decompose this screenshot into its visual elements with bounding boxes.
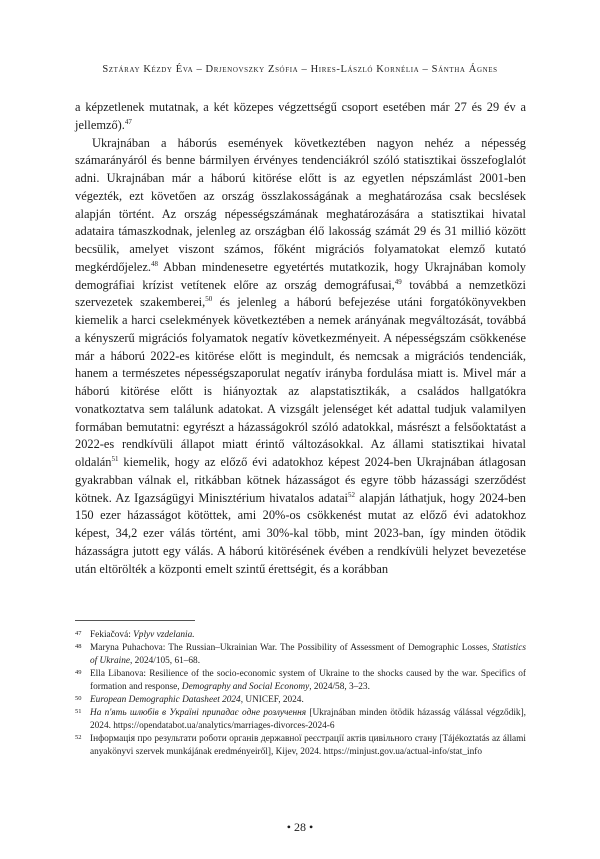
paragraph (75, 135, 526, 579)
footnote-number: 47 (75, 630, 82, 637)
paragraph (75, 99, 526, 135)
footnote-number: 49 (75, 669, 82, 677)
footnote (75, 707, 526, 732)
italic-text: Vplyv vzdelania. (133, 630, 195, 640)
footnote-rule (75, 620, 195, 621)
text-run: alapján láthatjuk, hogy 2024-ben 150 ezer házasságot kötöttek, ami 20%-os csökkenést mutat az előző évi adatokhoz képest, 34,2 ezer válás történt, ami 30%-kal több, mint 2023-ban, így minden ötödik házasságra jutott egy válás. A háború kitörésének évében a rendkívüli helyzet bevezetése után eltörölték a központi emelt szintű érettségit, és a korábban (75, 490, 527, 576)
footnote-number: 48 (75, 643, 82, 651)
footnotes (75, 629, 526, 759)
footnote (75, 642, 526, 667)
footnote (75, 668, 526, 693)
footnote-number: 52 (75, 734, 82, 742)
text-run: Ella Libanova: Resilience of the socio-economic system of Ukraine to the shocks caused by the war. Specifics of formation and response, (90, 669, 526, 692)
footnote (75, 694, 526, 706)
body-text (75, 99, 526, 578)
text-run: Maryna Puhachova: The Russian–Ukrainian War. The Possibility of Assessment of Demographic Losses, (90, 643, 493, 654)
page-number: • 28 • (286, 820, 314, 834)
text-run: [Ukrajnában minden ötödik házasság válással végződik], 2024. https://opendatabot.ua/analytics/marriages-divorces-2024-6 (90, 708, 526, 731)
text-run: , UNICEF, 2024. (240, 695, 304, 706)
footnote-ref: 52 (348, 490, 356, 499)
text-run: és jelenleg a háború befejezése utáni forgatókönyvekben kiemelik a harci cselekmények következtében a nemek arányának megváltozását, továbbá a kényszerű migrációs folyamatok negatív következményeit. A népességszám csökkenése már a háború 2022-es kitörése előtt is megindult, és nemcsak a migrációs tendenciák, hanem a természetes népességszaporulat negatív irányba fordulása miatt is. Mivel már a háború kitörése előtt is hiányoztak az alapstatisztikák, a családos hallgatókra vonatkoztatva sem találunk adatokat. A vizsgált jelenséget két adattal tudjuk valamilyen formában bemutatni: egyrészt a házasságokról szóló adatokkal, másrészt a felsőoktatást a 2022-es rendkívüli állapot miatt érintő változásokkal. Az állami statisztikai hivatal oldalán (75, 295, 526, 469)
italic-text: Demography and Social Economy (181, 681, 310, 692)
text-run: kiemelik, hogy az előző évi adatokhoz képest 2024-ben Ukrajnában átlagosan gyakrabban válnak el, ritkábban kötnek házasságot és egyre több házassági szerződést kötnek. Az Igazságügyi Minisztérium hivatalos adatai (75, 455, 526, 505)
footnote (75, 733, 526, 758)
footnote-number: 50 (75, 695, 82, 703)
footnote (75, 629, 526, 641)
text-run: továbbá a nemzetközi szervezetek szakemberei, (75, 277, 526, 310)
text-run: Fekiačová: (90, 630, 134, 640)
text-run: Ukrajnában a háborús események következtében nagyon nehéz a népesség számarányáról és benne bármilyen érvényes tendenciákról szóló statisztikai összefoglalót adni. Ukrajnában már a háború kitörése előtt is az egyetlen népszámlást 2001-ben végezték, ezt követően az ország összlakosságának a meghatározása csak becslések alapján történt. Az ország népességszámának meghatározására a statisztikai hivatal adataira támaszkodnak, jelenleg az országban élő lakosság számát 29 és 31 millió között becsülik, amelyet viszont számos, főként migrációs folyamatokat elemző kutató megkérdőjelez. (75, 135, 526, 274)
footnote-ref: 49 (394, 277, 402, 286)
footnote-ref: 51 (111, 455, 119, 463)
text-run: Інформація про результати роботи органів державної реєстрації актів цивільного стану [Tájékoztatás az állami anyakönyvi szervek munkájának eredményeiről], Kijev, 2024. https://minjust.gov.ua/actual-info/stat_info (90, 734, 526, 757)
footnote-ref: 47 (124, 117, 132, 126)
text-run: , 2024/58, 3–23. (309, 681, 370, 692)
footnote-number: 51 (75, 708, 82, 716)
text-run: , 2024/105, 61–68. (130, 655, 201, 666)
italic-text: Statistics of Ukraine (90, 643, 526, 666)
text-run: a képzetlenek mutatnak, a két közepes végzettségű csoport esetében már 27 és 29 év a jellemző). (75, 100, 526, 132)
text-run: Abban mindenesetre egyetértés mutatkozik, hogy Ukrajnában komoly demográfiai krízist vetítenek előre az ország demográfusai, (75, 259, 526, 292)
italic-text: На п'ять шлюбів в Україні припадає одне розлучення (90, 708, 307, 719)
footnote-ref: 50 (205, 295, 213, 304)
running-head: Sztáray Kézdy Éva – Drjenovszky Zsófia – Hires-László Kornélia – Sántha Ágnes (102, 64, 498, 75)
italic-text: European Demographic Datasheet 2024 (90, 695, 241, 706)
footnote-ref: 48 (151, 259, 159, 268)
